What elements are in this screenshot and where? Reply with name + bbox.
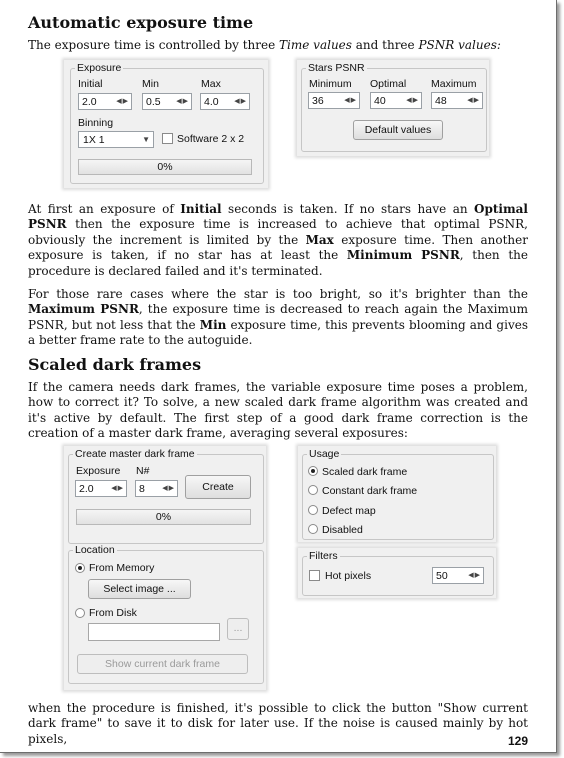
- dark-exposure-label: Exposure: [76, 465, 121, 477]
- from-disk-radio[interactable]: [75, 608, 85, 618]
- create-button[interactable]: Create: [185, 475, 251, 499]
- page-number: 129: [508, 734, 529, 748]
- psnr-group-title: Stars PSNR: [308, 62, 365, 74]
- section-heading-exposure: Automatic exposure time: [28, 13, 254, 32]
- spin-arrows-icon[interactable]: ◀▶: [176, 98, 189, 105]
- spin-arrows-icon[interactable]: ◀▶: [111, 485, 124, 492]
- show-current-dark-frame-button[interactable]: Show current dark frame: [77, 654, 248, 674]
- initial-spinner[interactable]: [78, 93, 132, 110]
- usage-panel: [298, 446, 496, 542]
- intro-paragraph: The exposure time is controlled by three Time values and three PSNR values:: [28, 38, 501, 52]
- location-title: Location: [75, 544, 115, 556]
- binning-select[interactable]: [78, 131, 154, 148]
- dark-n-label: N#: [136, 465, 150, 477]
- dark-frame-panel: [64, 446, 266, 690]
- filters-title: Filters: [309, 550, 338, 562]
- minimum-spinner[interactable]: [308, 92, 360, 109]
- min-spinner[interactable]: [142, 93, 192, 110]
- spin-arrows-icon[interactable]: ◀▶: [234, 98, 247, 105]
- software-binning-label: Software 2 x 2: [177, 133, 245, 145]
- max-label: Max: [201, 78, 221, 90]
- dark-n-value: 8: [139, 483, 145, 495]
- min-value: 0.5: [146, 96, 161, 108]
- hot-pixels-value: 50: [436, 570, 448, 582]
- spin-arrows-icon[interactable]: ◀▶: [116, 98, 129, 105]
- exposure-progress-text: 0%: [157, 161, 173, 173]
- minimum-value: 36: [312, 95, 324, 107]
- from-disk-label: From Disk: [89, 607, 137, 619]
- exposure-group-title: Exposure: [77, 62, 122, 74]
- initial-label: Initial: [78, 78, 103, 90]
- browse-button[interactable]: ...: [227, 618, 249, 640]
- exposure-progress-bar: [78, 159, 252, 175]
- dark-exposure-value: 2.0: [79, 483, 94, 495]
- maximum-value: 48: [435, 95, 447, 107]
- spin-arrows-icon[interactable]: ◀▶: [162, 485, 175, 492]
- usage-option-disabled: Disabled: [322, 524, 363, 536]
- paragraph-show-dark: when the procedure is finished, it's possible to click the button "Show current dark frame" to save it to disk for later use. If the noise is caused mainly by hot pixels,: [28, 701, 528, 746]
- chevron-down-icon: ▼: [142, 135, 150, 144]
- create-master-dark-title: Create master dark frame: [75, 448, 195, 460]
- usage-title: Usage: [309, 448, 340, 460]
- minimum-label: Minimum: [309, 78, 352, 90]
- optimal-value: 40: [374, 95, 386, 107]
- dark-progress-bar: [76, 509, 251, 525]
- initial-value: 2.0: [82, 96, 97, 108]
- from-memory-label: From Memory: [89, 562, 155, 574]
- spin-arrows-icon[interactable]: ◀▶: [344, 97, 357, 104]
- usage-option-radio[interactable]: [308, 505, 318, 515]
- from-memory-radio[interactable]: [75, 563, 85, 573]
- usage-option-constant: Constant dark frame: [322, 485, 418, 497]
- usage-option-radio[interactable]: [308, 485, 318, 495]
- hot-pixels-label: Hot pixels: [325, 570, 372, 582]
- optimal-spinner[interactable]: [370, 92, 422, 109]
- filters-panel: [298, 548, 496, 598]
- hot-pixels-checkbox[interactable]: [309, 570, 320, 581]
- spin-arrows-icon[interactable]: ◀▶: [468, 572, 481, 579]
- dark-exposure-spinner[interactable]: [75, 480, 127, 497]
- max-value: 4.0: [204, 96, 219, 108]
- dark-progress-text: 0%: [155, 511, 172, 523]
- binning-value: 1X 1: [83, 134, 105, 146]
- psnr-panel: [297, 60, 489, 156]
- spin-arrows-icon[interactable]: ◀▶: [406, 97, 419, 104]
- paragraph-dark-frames: If the camera needs dark frames, the variable exposure time poses a problem, how to correct it? To solve, a new scaled dark frame algorithm was created and it's active by default. The first step of a good dark frame correction is the creation of a master dark frame, averaging several exposures:: [28, 380, 528, 441]
- spin-arrows-icon[interactable]: ◀▶: [467, 97, 480, 104]
- hot-pixels-spinner[interactable]: [432, 567, 484, 584]
- optimal-label: Optimal: [370, 78, 407, 90]
- section-heading-dark-frames: Scaled dark frames: [28, 355, 202, 374]
- paragraph-initial: At first an exposure of Initial seconds is taken. If no stars have an Optimal PSNR then the exposure time is increased to achieve that optimal PSNR, obviously the increment is limited by the Max exposure time. Then another exposure is taken, if no star has at least the Minimum PSNR, then the procedure is declared failed and it's terminated.: [28, 202, 528, 278]
- binning-label: Binning: [78, 117, 114, 129]
- disk-path-input[interactable]: [88, 623, 220, 641]
- usage-option-scaled: Scaled dark frame: [322, 466, 408, 478]
- maximum-label: Maximum: [431, 78, 477, 90]
- dark-n-spinner[interactable]: [135, 480, 178, 497]
- usage-option-radio[interactable]: [308, 524, 318, 534]
- min-label: Min: [142, 78, 159, 90]
- paragraph-bright-star: For those rare cases where the star is too bright, so it's brighter than the Maximum PSNR, the exposure time is decreased to reach again the Maximum PSNR, but not less that the Min exposure time, this prevents blooming and gives a better frame rate to the autoguide.: [28, 287, 528, 348]
- maximum-spinner[interactable]: [431, 92, 483, 109]
- max-spinner[interactable]: [200, 93, 250, 110]
- exposure-panel: [64, 60, 268, 188]
- usage-option-radio[interactable]: [308, 466, 318, 476]
- software-binning-checkbox[interactable]: [162, 133, 173, 144]
- default-values-button[interactable]: Default values: [353, 120, 443, 140]
- select-image-button[interactable]: Select image ...: [88, 579, 191, 599]
- usage-option-defect: Defect map: [322, 505, 376, 517]
